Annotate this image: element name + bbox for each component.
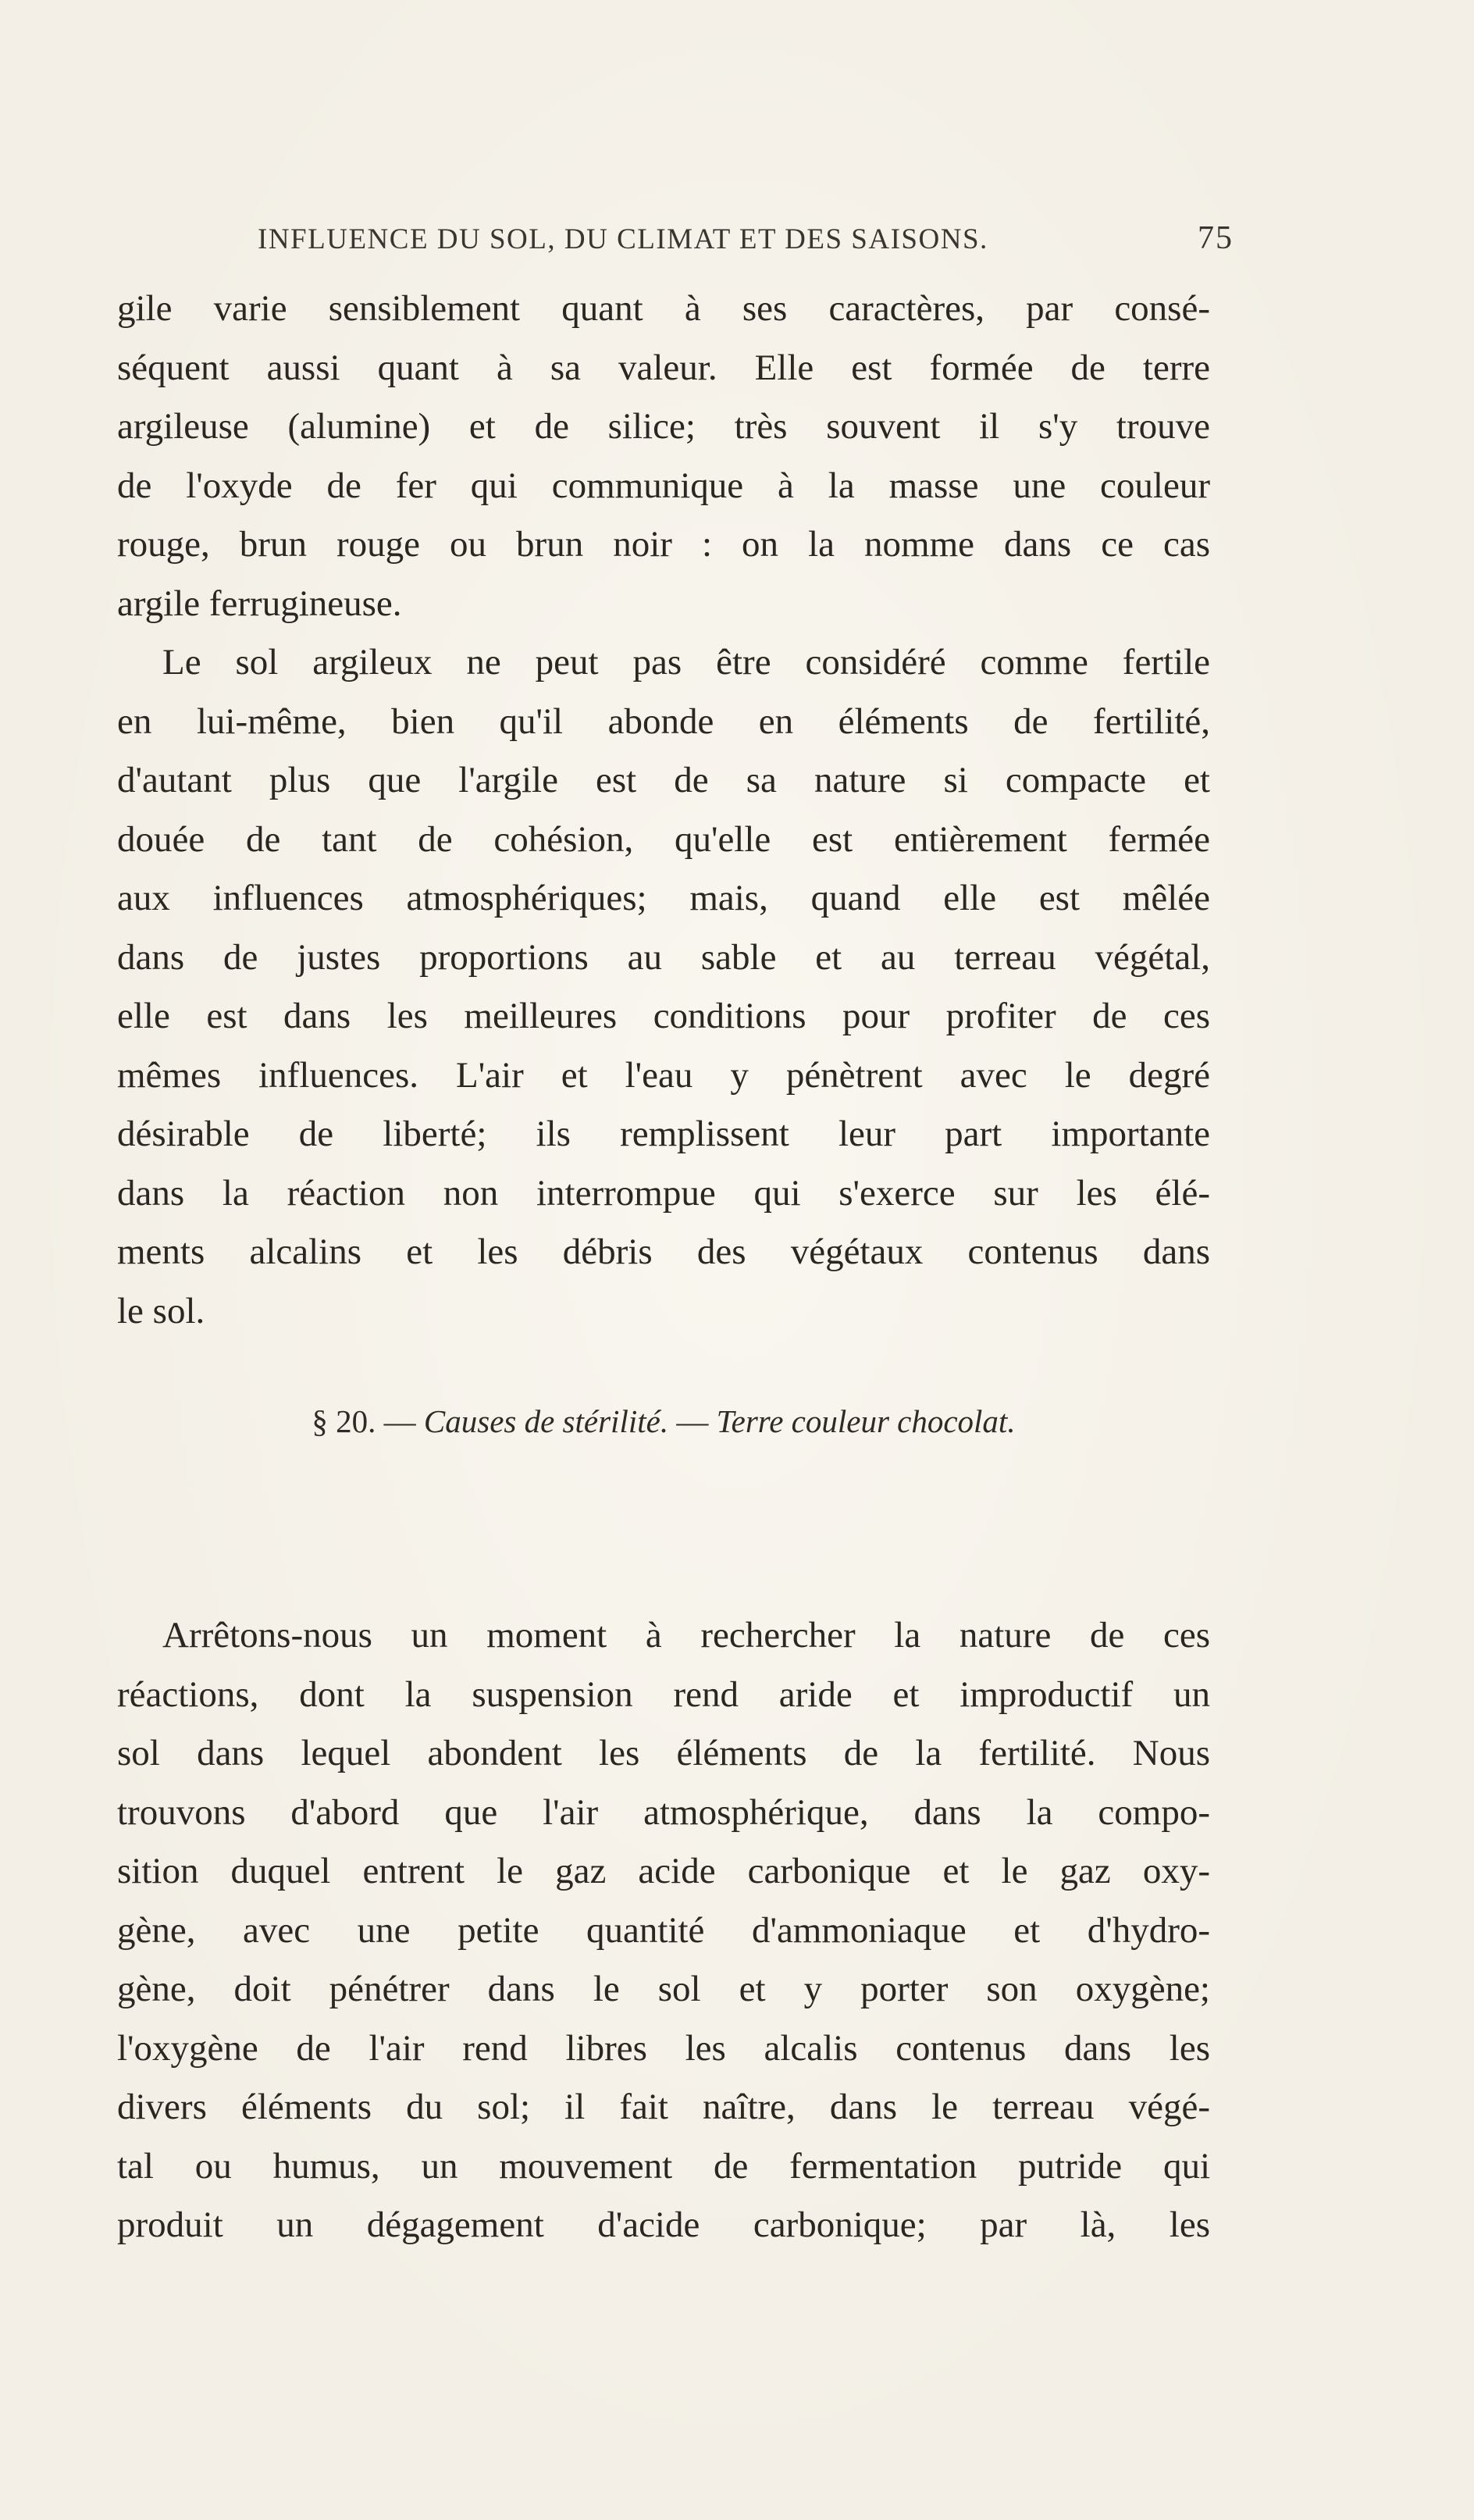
text-line: gile varie sensiblement quant à ses caractères, par consé- (117, 288, 1210, 329)
text-line: l'oxygène de l'air rend libres les alcalis contenus dans les (117, 2027, 1210, 2069)
body-text-top (117, 280, 1210, 1341)
text-line: divers éléments du sol; il fait naître, dans le terreau végé- (117, 2087, 1210, 2127)
text-line: dans la réaction non interrompue qui s'exerce sur les élé- (117, 1172, 1210, 1214)
section-number: § 20. — (312, 1403, 416, 1439)
text-line: elle est dans les meilleures conditions pour profiter de ces (117, 996, 1210, 1036)
text-line: aux influences atmosphériques; mais, quand elle est mêlée (117, 878, 1210, 918)
text-line: gène, avec une petite quantité d'ammoniaque et d'hydro- (117, 1909, 1210, 1951)
text-line: le sol. (117, 1290, 205, 1331)
section-title-b: Terre couleur chocolat. (716, 1403, 1016, 1439)
running-title: INFLUENCE DU SOL, DU CLIMAT ET DES SAISONS. (258, 223, 988, 255)
running-head (258, 220, 1234, 269)
text-line: séquent aussi quant à sa valeur. Elle est formée de terre (117, 347, 1210, 388)
body-text-bottom (117, 1606, 1210, 2255)
section-title-a: Causes de stérilité. (423, 1403, 669, 1439)
text-line: Le sol argileux ne peut pas être considéré comme fertile (162, 642, 1210, 683)
text-line: trouvons d'abord que l'air atmosphérique, dans la compo- (117, 1791, 1210, 1833)
text-line: d'autant plus que l'argile est de sa nature si compacte et (117, 760, 1210, 800)
page-number: 75 (1198, 220, 1234, 256)
text-line: de l'oxyde de fer qui communique à la masse une couleur (117, 465, 1210, 506)
text-line: Arrêtons-nous un moment à rechercher la nature de ces (162, 1615, 1210, 1656)
text-line: désirable de liberté; ils remplissent leur part importante (117, 1114, 1210, 1154)
section-separator: — (676, 1403, 709, 1439)
text-line: rouge, brun rouge ou brun noir : on la nomme dans ce cas (117, 524, 1210, 565)
text-line: réactions, dont la suspension rend aride et improductif un (117, 1673, 1210, 1715)
text-line: douée de tant de cohésion, qu'elle est entièrement fermée (117, 818, 1210, 860)
text-line: tal ou humus, un mouvement de fermentation putride qui (117, 2145, 1210, 2187)
text-line: en lui-même, bien qu'il abonde en éléments de fertilité, (117, 700, 1210, 742)
text-line: ments alcalins et les débris des végétaux contenus dans (117, 1231, 1210, 1272)
text-line: gène, doit pénétrer dans le sol et y porter son oxygène; (117, 1969, 1210, 2009)
text-line: produit un dégagement d'acide carbonique; par là, les (117, 2205, 1210, 2245)
text-line: argile ferrugineuse. (117, 583, 402, 624)
text-line: sol dans lequel abondent les éléments de la fertilité. Nous (117, 1733, 1210, 1773)
section-heading (117, 1398, 1210, 1445)
text-line: sition duquel entrent le gaz acide carbonique et le gaz oxy- (117, 1851, 1210, 1891)
text-line: argileuse (alumine) et de silice; très souvent il s'y trouve (117, 406, 1210, 447)
text-line: dans de justes proportions au sable et au terreau végétal, (117, 936, 1210, 978)
text-line: mêmes influences. L'air et l'eau y pénètrent avec le degré (117, 1054, 1210, 1096)
